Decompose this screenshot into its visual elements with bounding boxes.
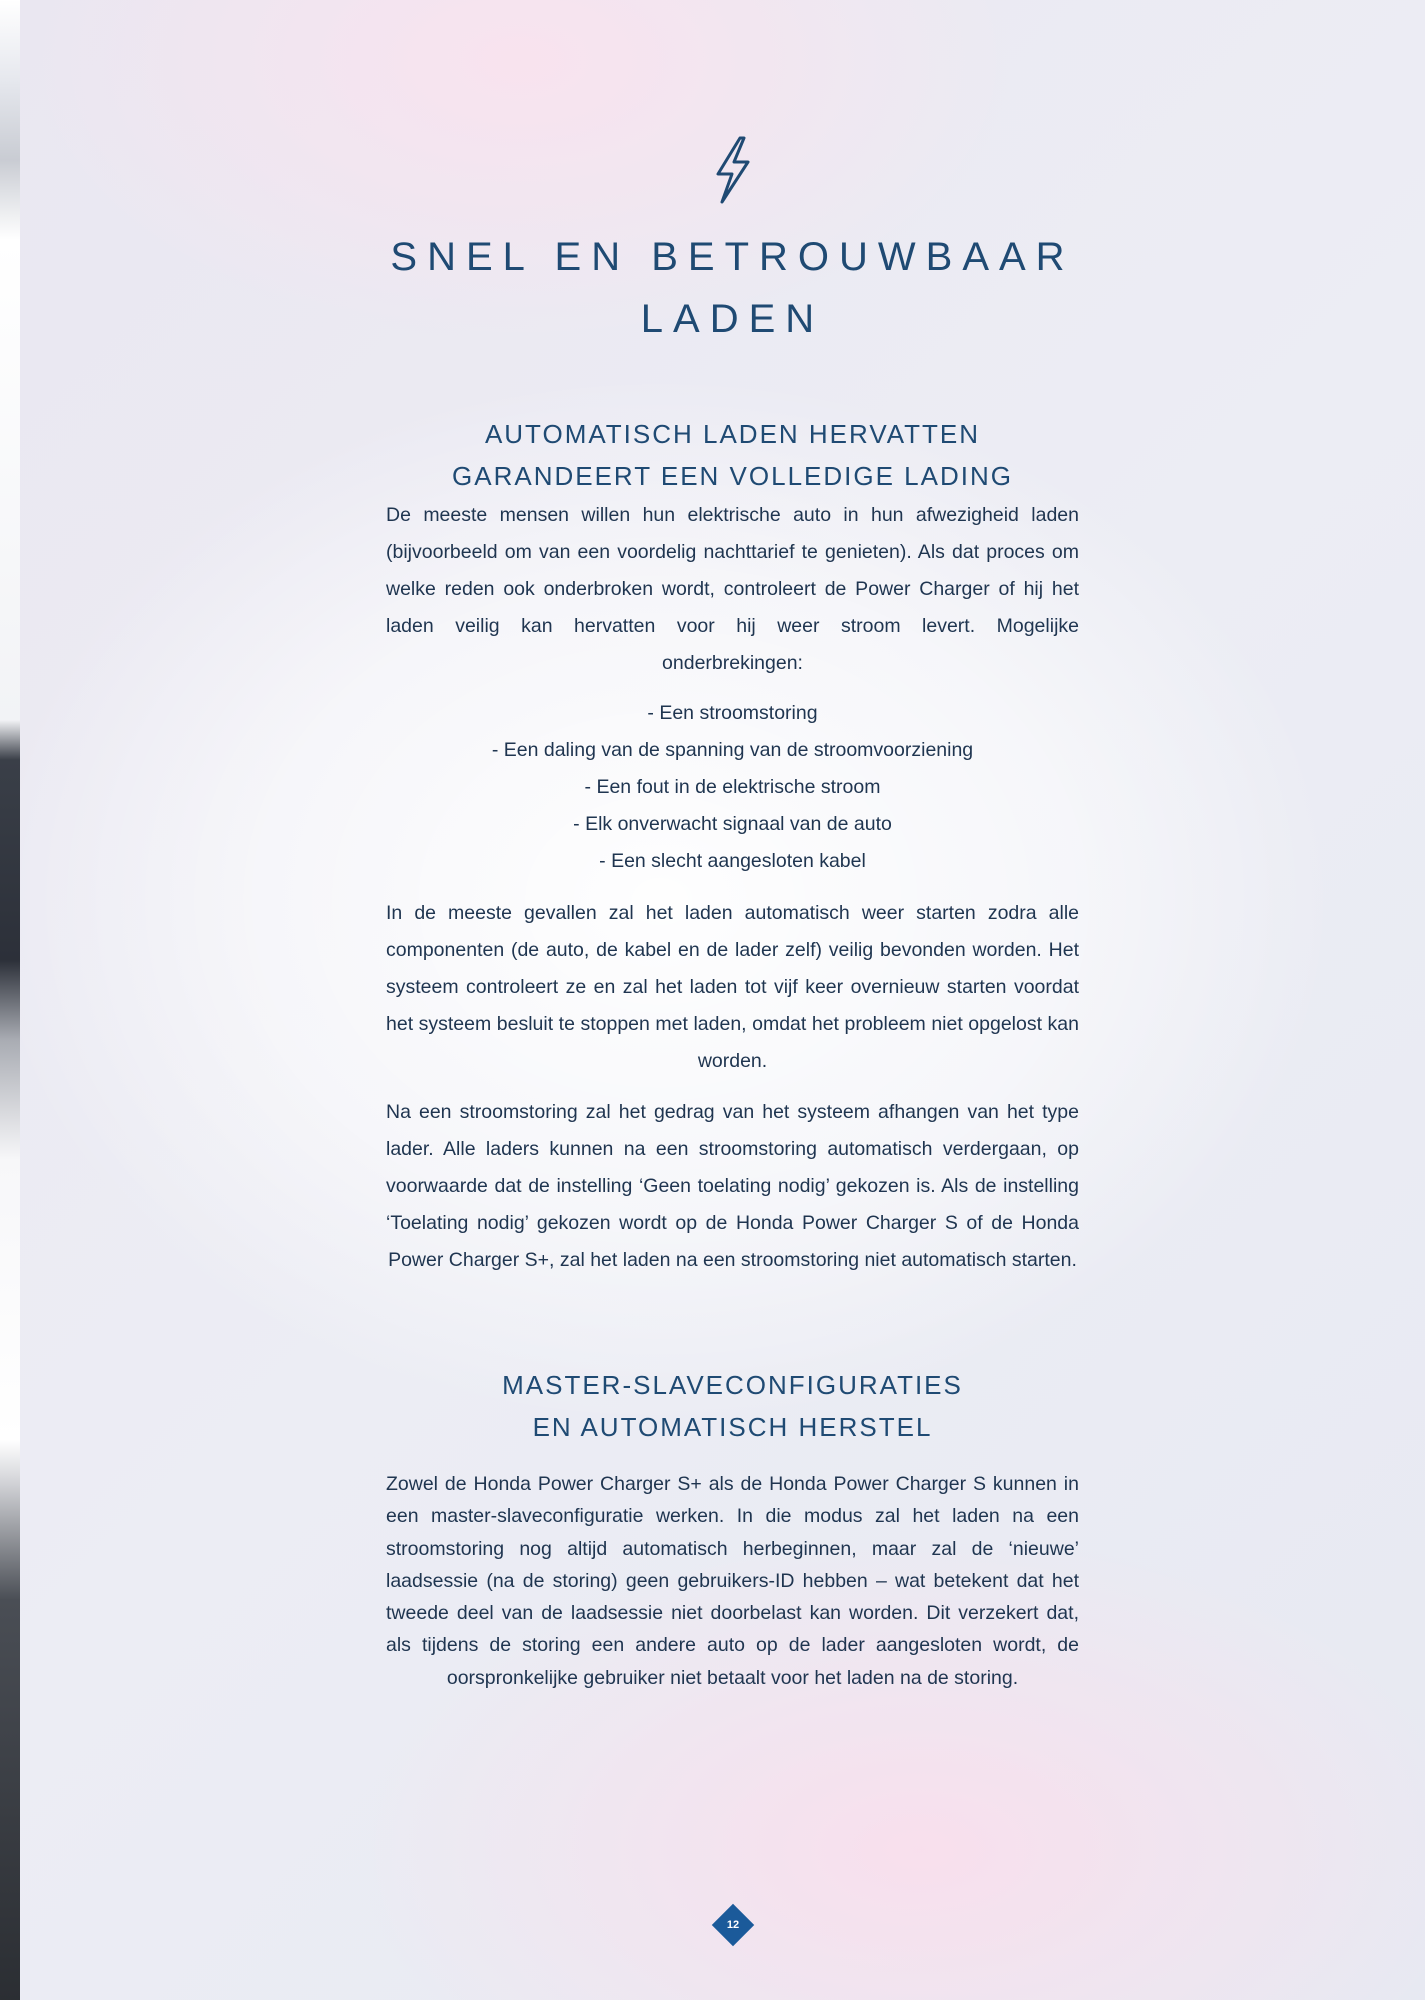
section1-intro-paragraph: De meeste mensen willen hun elektrische auto in hun afwezigheid laden (bijvoorbeeld om van een voordelig nachttarief te genieten). Als dat proces om welke reden ook onderbroken wordt, controleert de Power Charger of hij het laden veilig kan hervatten voor hij weer stroom levert. Mogelijke onderbrekingen:	[386, 504, 1079, 674]
section1-paragraph-2: In de meeste gevallen zal het laden automatisch weer starten zodra alle componenten (de auto, de kabel en de lader zelf) veilig bevonden worden. Het systeem controleert ze en zal het laden tot vijf keer overnieuw starten voordat het systeem besluit te stoppen met laden, omdat het probleem niet opgelost kan worden.	[386, 902, 1079, 1072]
section1-heading-line1: AUTOMATISCH LADEN HERVATTEN	[484, 419, 981, 449]
section2-heading-line1: MASTER-SLAVECONFIGURATIES	[502, 1370, 963, 1400]
section1-heading-line2: GARANDEERT EEN VOLLEDIGE LADING	[452, 461, 1013, 491]
section2-paragraph: Zowel de Honda Power Charger S+ als de Honda Power Charger S kunnen in een master-slaveconfiguratie werken. In die modus zal het laden na een stroomstoring nog altijd automatisch herbeginnen, maar zal de ‘nieuwe’ laadsessie (na de storing) geen gebruikers-ID hebben – wat betekent dat het tweede deel van de laadsessie niet doorbelast kan worden. Dit verzekert dat, als tijdens de storing een andere auto op de lader aangesloten wordt, de oorspronkelijke gebruiker niet betaalt voor het laden na de storing.	[386, 1473, 1079, 1689]
list-item: - Elk onverwacht signaal van de auto	[573, 813, 892, 835]
page-title-line1: SNEL EN BETROUWBAAR	[390, 235, 1075, 279]
section2-heading	[370, 1364, 1095, 1448]
document-page	[20, 0, 1425, 2000]
list-item: - Een slecht aangesloten kabel	[599, 850, 866, 872]
list-item: - Een fout in de elektrische stroom	[584, 776, 881, 798]
left-edge-photo-strip	[0, 0, 20, 2000]
section1-heading	[370, 413, 1095, 497]
list-item: - Een stroomstoring	[647, 702, 818, 724]
page-title-line2: LADEN	[640, 297, 825, 341]
section1-paragraph-3: Na een stroomstoring zal het gedrag van het systeem afhangen van het type lader. Alle laders kunnen na een stroomstoring automatisch verdergaan, op voorwaarde dat de instelling ‘Geen toelating nodig’ gekozen is. Als de instelling ‘Toelating nodig’ gekozen wordt op de Honda Power Charger S of de Honda Power Charger S+, zal het laden na een stroomstoring niet automatisch starten.	[386, 1101, 1079, 1271]
interruptions-list	[386, 695, 1079, 880]
page-number: 12	[726, 1919, 740, 1931]
section2-heading-line2: EN AUTOMATISCH HERSTEL	[532, 1412, 933, 1442]
page-title	[370, 226, 1095, 350]
lightning-bolt-icon	[710, 136, 756, 204]
list-item: - Een daling van de spanning van de stroomvoorziening	[491, 739, 974, 761]
